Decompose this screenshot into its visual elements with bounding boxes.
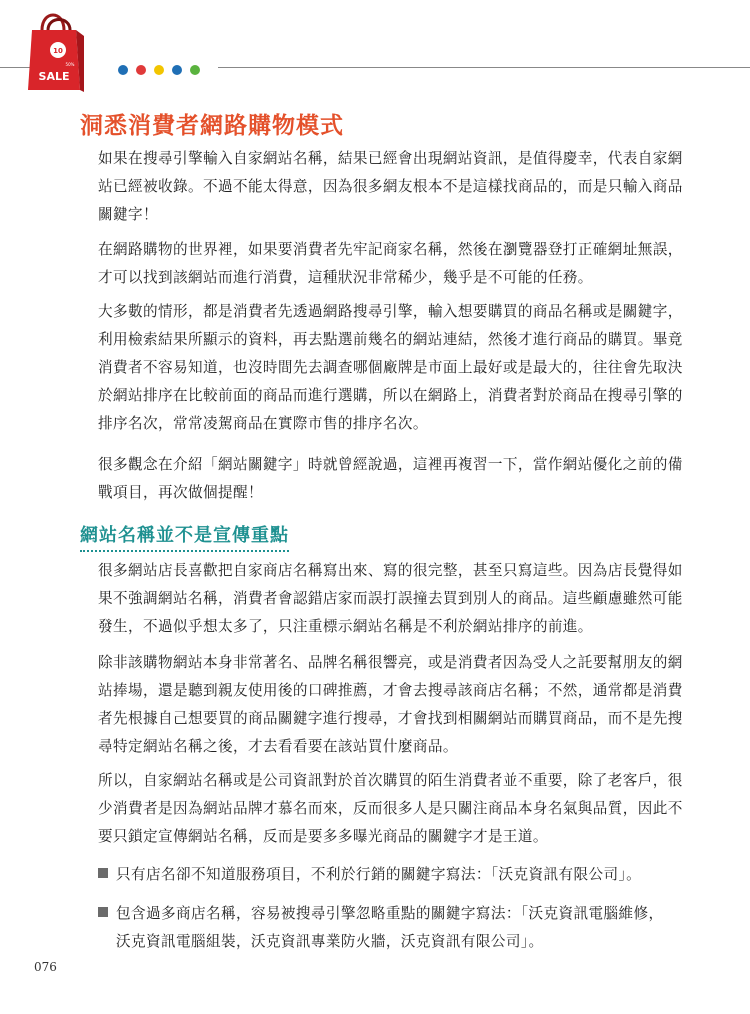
bullet-item-1 <box>98 861 690 889</box>
dot-1 <box>118 65 128 75</box>
paragraph-6: 除非該購物網站本身非常著名、品牌名稱很響亮，或是消費者因為受人之託要幫朋友的網站捧場，還是聽到親友使用後的口碑推薦，才會去搜尋該商店名稱；不然，通常都是消費者先根據自己想要買的商品關鍵字進行搜尋，才會找到相關網站而購買商品，而不是先搜尋特定網站名稱之後，才去看看要在該站買什麼商品。 <box>98 654 683 755</box>
logo-badge-text: 50% <box>65 62 75 67</box>
dot-5 <box>190 65 200 75</box>
section-subtitle: 網站名稱並不是宣傳重點 <box>80 521 289 552</box>
color-dots <box>118 59 208 73</box>
dot-2 <box>136 65 146 75</box>
page-title: 洞悉消費者網路購物模式 <box>80 113 344 139</box>
logo-sale-text: SALE <box>38 70 70 83</box>
shopping-bag-sale-icon <box>28 6 84 96</box>
bullet-square-icon <box>98 868 108 878</box>
paragraph-4: 很多觀念在介紹「網站關鍵字」時就曾經說過，這裡再複習一下，當作網站優化之前的備戰項目，再次做個提醒！ <box>98 456 683 501</box>
logo-circle-text: 10 <box>53 47 63 55</box>
paragraph-7: 所以，自家網站名稱或是公司資訊對於首次購買的陌生消費者並不重要，除了老客戶，很少消費者是因為網站品牌才慕名而來，反而很多人是只關注商品本身名氣與品質，因此不要只鎖定宣傳網站名稱，反而是要多多曝光商品的關鍵字才是王道。 <box>98 772 683 845</box>
dot-4 <box>172 65 182 75</box>
bullet-item-2 <box>98 900 690 956</box>
paragraph-3: 大多數的情形，都是消費者先透過網路搜尋引擎，輸入想要購買的商品名稱或是關鍵字，利用檢索結果所顯示的資料，再去點選前幾名的網站連結，然後才進行商品的購買。畢竟消費者不容易知道，也沒時間先去調查哪個廠牌是市面上最好或是最大的，往往會先取決於網站排序在比較前面的商品而進行選購，所以在網路上，消費者對於商品在搜尋引擎的排序名次，常常凌駕商品在實際市售的排序名次。 <box>98 303 683 432</box>
paragraph-1: 如果在搜尋引擎輸入自家網站名稱，結果已經會出現網站資訊，是值得慶幸，代表自家網站已經被收錄。不過不能太得意，因為很多網友根本不是這樣找商品的，而是只輸入商品關鍵字！ <box>98 150 683 223</box>
bullet-square-icon <box>98 907 108 917</box>
page-number: 076 <box>34 960 57 974</box>
paragraph-2: 在網路購物的世界裡，如果要消費者先牢記商家名稱，然後在瀏覽器登打正確網址無誤，才可以找到該網站而進行消費，這種狀況非常稀少，幾乎是不可能的任務。 <box>98 241 683 286</box>
dot-3 <box>154 65 164 75</box>
bullet-text-continued: 沃克資訊電腦組裝，沃克資訊專業防火牆，沃克資訊有限公司」。 <box>116 933 544 950</box>
header-rule-right <box>218 67 750 68</box>
bullet-text: 只有店名卻不知道服務項目，不利於行銷的關鍵字寫法：「沃克資訊有限公司」。 <box>116 866 642 883</box>
bullet-text: 包含過多商店名稱，容易被搜尋引擎忽略重點的關鍵字寫法：「沃克資訊電腦維修， <box>116 905 664 922</box>
paragraph-5: 很多網站店長喜歡把自家商店名稱寫出來、寫的很完整，甚至只寫這些。因為店長覺得如果不強調網站名稱，消費者會認錯店家而誤打誤撞去買到別人的商品。這些顧慮雖然可能發生，不過似乎想太多了，只注重標示網站名稱是不利於網站排序的前進。 <box>98 562 683 635</box>
